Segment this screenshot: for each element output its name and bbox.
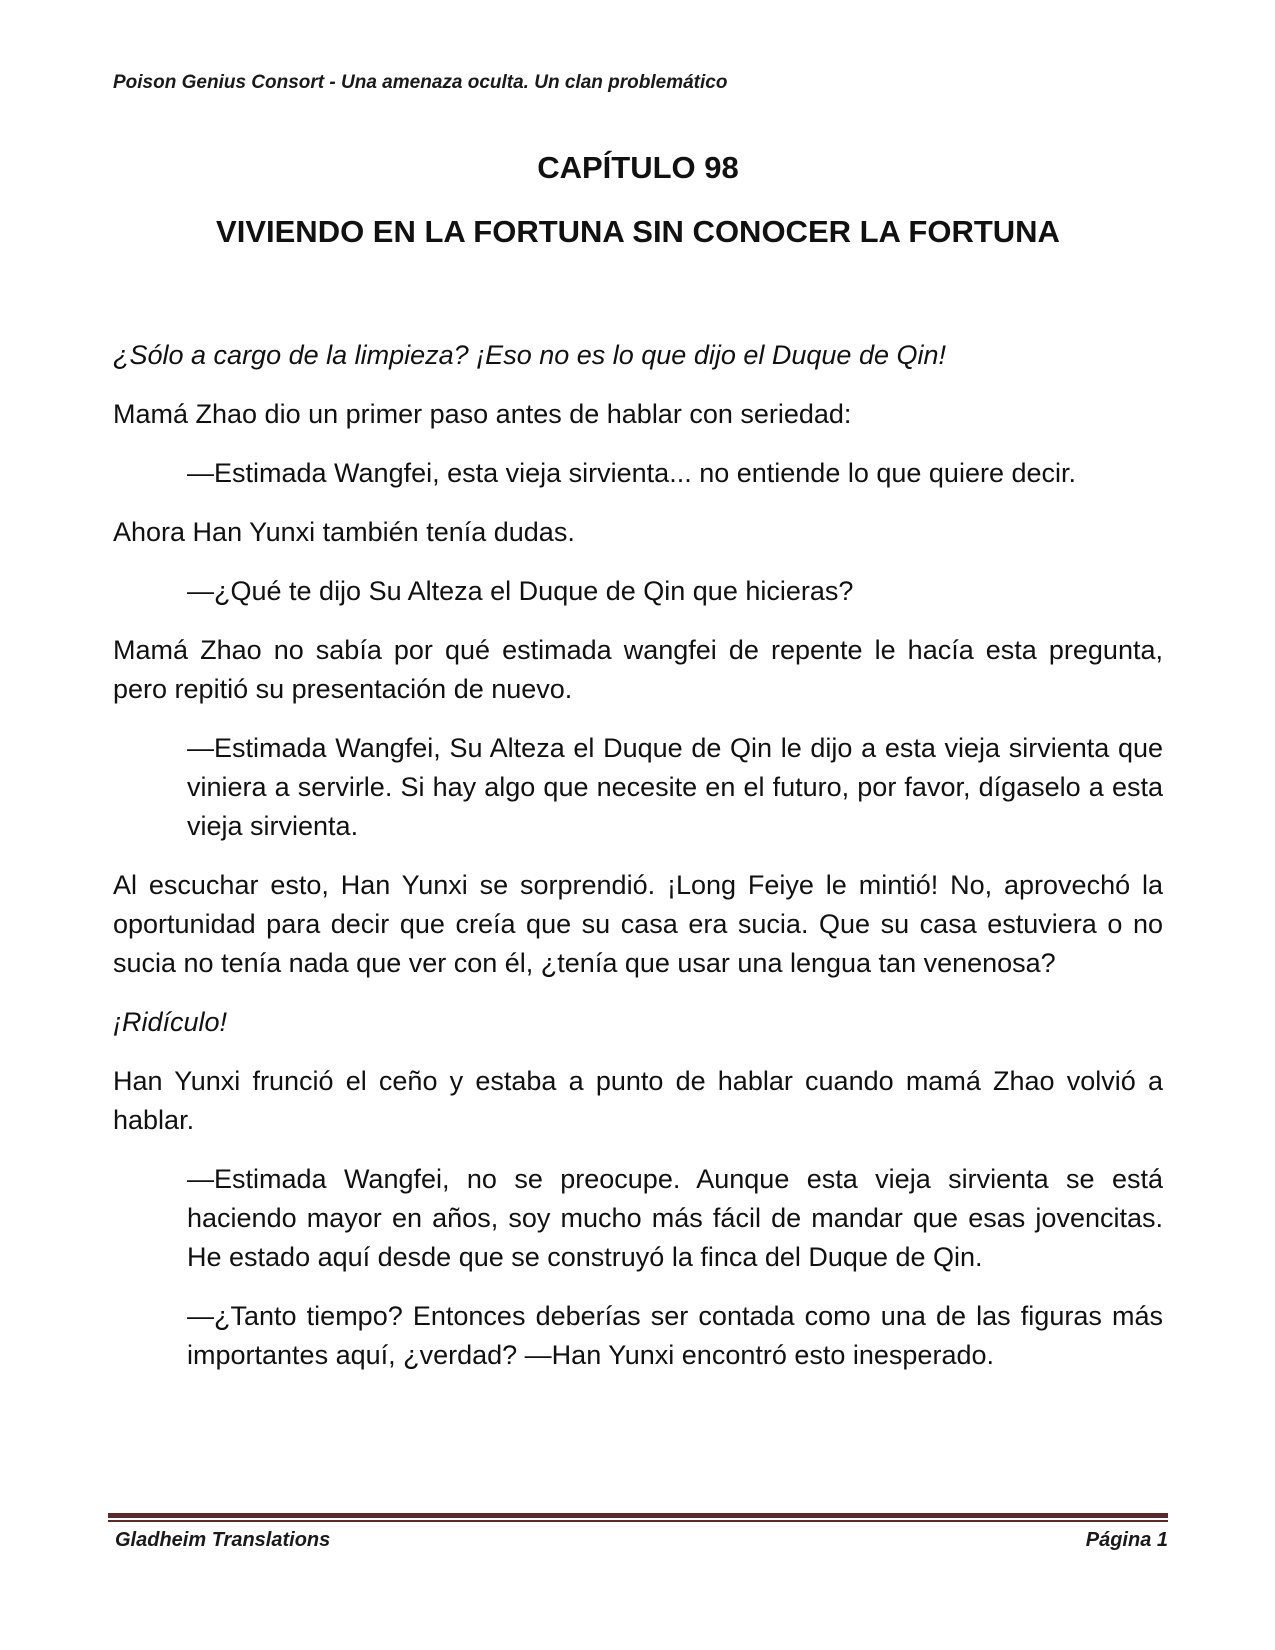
chapter-title: VIVIENDO EN LA FORTUNA SIN CONOCER LA FORTUNA [216,214,1060,249]
chapter-body [113,336,1163,1395]
dialogue-paragraph: —Estimada Wangfei, esta vieja sirvienta... no entiende lo que quiere decir. [187,458,1076,488]
chapter-number: CAPÍTULO 98 [537,150,739,185]
dialogue-paragraph: —¿Tanto tiempo? Entonces deberías ser contada como una de las figuras más importantes aquí, ¿verdad? —Han Yunxi encontró esto inesperado. [187,1301,1163,1370]
dialogue-paragraph: —¿Qué te dijo Su Alteza el Duque de Qin que hicieras? [187,576,854,606]
dialogue-paragraph: —Estimada Wangfei, Su Alteza el Duque de Qin le dijo a esta vieja sirvienta que viniera a servirle. Si hay algo que necesite en el futuro, por favor, dígaselo a esta vieja sirvienta. [187,733,1163,841]
footer-divider [108,1513,1168,1522]
paragraph: Mamá Zhao no sabía por qué estimada wangfei de repente le hacía esta pregunta, pero repitió su presentación de nuevo. [113,635,1163,704]
paragraph: ¡Ridículo! [113,1007,228,1037]
running-header: Poison Genius Consort - Una amenaza oculta. Un clan problemático [113,72,728,93]
paragraph: Al escuchar esto, Han Yunxi se sorprendió. ¡Long Feiye le mintió! No, aprovechó la oportunidad para decir que creía que su casa era sucia. Que su casa estuviera o no sucia no tenía nada que ver con él, ¿tenía que usar una lengua tan venenosa? [113,870,1163,978]
paragraph: ¿Sólo a cargo de la limpieza? ¡Eso no es lo que dijo el Duque de Qin! [113,340,946,370]
paragraph: Han Yunxi frunció el ceño y estaba a punto de hablar cuando mamá Zhao volvió a hablar. [113,1066,1163,1135]
dialogue-paragraph: —Estimada Wangfei, no se preocupe. Aunque esta vieja sirvienta se está haciendo mayor en años, soy mucho más fácil de mandar que esas jovencitas. He estado aquí desde que se construyó la finca del Duque de Qin. [187,1164,1163,1272]
footer-page-number: Página 1 [1085,1529,1168,1551]
footer-translator: Gladheim Translations [115,1529,331,1551]
paragraph: Ahora Han Yunxi también tenía dudas. [113,517,575,547]
paragraph: Mamá Zhao dio un primer paso antes de hablar con seriedad: [113,399,852,429]
